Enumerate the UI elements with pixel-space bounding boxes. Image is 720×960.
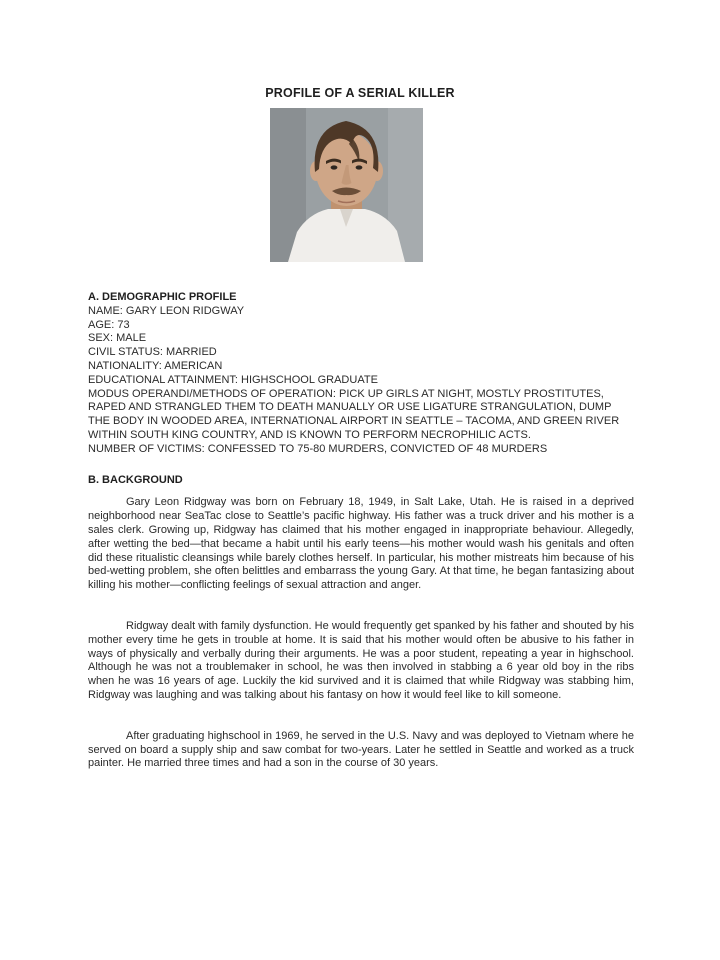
- section-a-heading: A. DEMOGRAPHIC PROFILE: [88, 291, 237, 303]
- section-b-heading: B. BACKGROUND: [88, 473, 183, 486]
- background-paragraph-2: Ridgway dealt with family dysfunction. He would frequently get spanked by his father and shouted by his mother every time he gets in trouble at home. It is said that his mother would often be abusive to his father in ways of physically and verbally during their arguments. He was a poor student, repeating a year in highschool. Although he was not a troublemaker in school, he was then involved in stabbing a 6 year old boy in the ribs when he was 16 years of age. Luckily the kid survived and it is claimed that while Ridgway was stabbing him, Ridgway was laughing and was talking about his fantasy on how it would feel like to kill someone.: [88, 619, 634, 701]
- field-number-of-victims: NUMBER OF VICTIMS: CONFESSED TO 75-80 MURDERS, CONVICTED OF 48 MURDERS: [88, 442, 548, 455]
- field-name: NAME: GARY LEON RIDGWAY: [88, 304, 245, 317]
- document-body: [88, 291, 634, 771]
- field-modus-operandi: MODUS OPERANDI/METHODS OF OPERATION: PICK UP GIRLS AT NIGHT, MOSTLY PROSTITUTES, RAPED AND STRANGLED THEM TO DEATH MANUALLY OR USE LIGATURE STRANGULATION, DUMP THE BODY IN WOODED AREA, INTERNATIONAL AIRPORT IN SEATTLE – TACOMA, AND GREEN RIVER WITHIN SOUTH KING COUNTRY, AND IS KNOWN TO PERFORM NECROPHILIC ACTS.: [88, 387, 620, 441]
- background-paragraph-3: After graduating highschool in 1969, he served in the U.S. Navy and was deployed to Vietnam where he served on board a supply ship and saw combat for two-years. Later he settled in Seattle and worked as a truck painter. He married three times and had a son in the course of 30 years.: [88, 729, 634, 770]
- background-paragraph-1: Gary Leon Ridgway was born on February 18, 1949, in Salt Lake, Utah. He is raised in a deprived neighborhood near SeaTac close to Seattle’s pacific highway. His father was a truck driver and his mother is a sales clerk. Growing up, Ridgway has claimed that his mother engaged in inappropriate behaviour. Allegedly, after wetting the bed—that became a habit until his early teens—his mother would wash his genitals and often did these ritualistic cleansings while barely clothes herself. In particular, his mother mistreats him because of his bed-wetting problem, she often belittles and embarrass the young Gary. At that time, he began fantasizing about killing his mother—conflicting feelings of sexual attraction and anger.: [88, 496, 634, 592]
- page-title: PROFILE OF A SERIAL KILLER: [265, 86, 455, 100]
- field-educational-attainment: EDUCATIONAL ATTAINMENT: HIGHSCHOOL GRADUATE: [88, 373, 378, 386]
- field-age: AGE: 73: [88, 318, 130, 331]
- mugshot-photo: [270, 108, 423, 262]
- field-civil-status: CIVIL STATUS: MARRIED: [88, 346, 217, 359]
- section-demographic-profile: [88, 291, 634, 457]
- mugshot-image: [270, 108, 423, 262]
- field-nationality: NATIONALITY: AMERICAN: [88, 359, 223, 372]
- field-sex: SEX: MALE: [88, 332, 147, 345]
- section-background: [88, 474, 634, 772]
